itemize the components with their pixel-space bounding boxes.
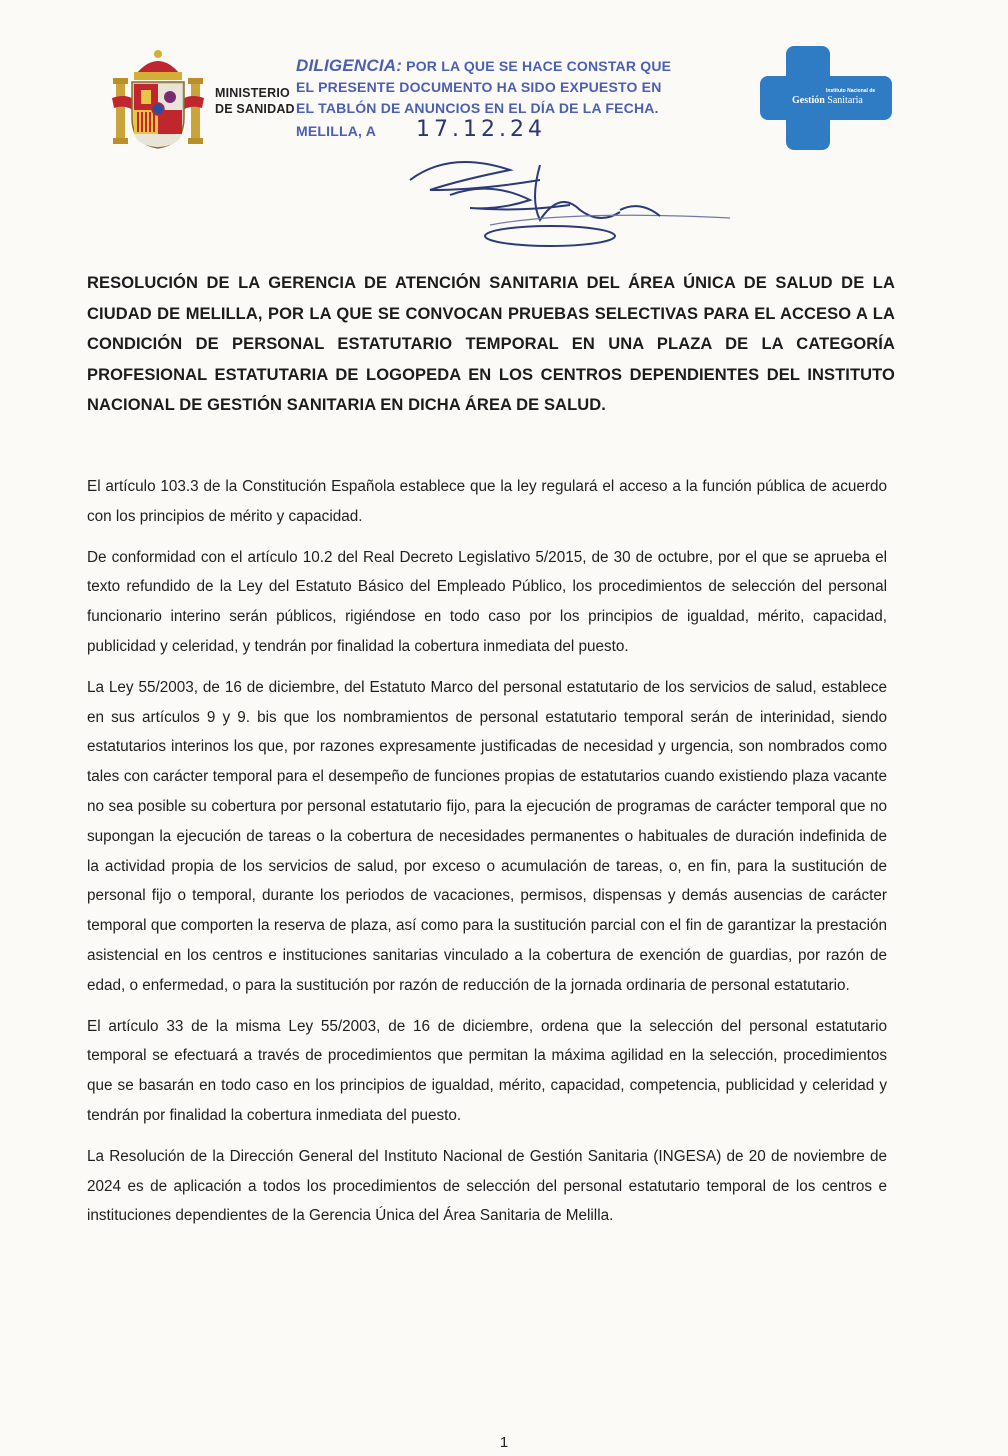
logo-text-bold: Gestión <box>792 95 825 106</box>
paragraph: El artículo 103.3 de la Constitución Española establece que la ley regulará el acceso a la función pública de acuerdo con los principios de mérito y capacidad. <box>87 478 887 525</box>
logo-text <box>792 95 863 106</box>
logo-subtitle: Instituto Nacional de <box>826 88 876 94</box>
stamp-line-4: MELILLA, A <box>296 123 377 139</box>
ministry-line-1: MINISTERIO <box>215 86 290 100</box>
document-body <box>87 472 887 1242</box>
page-number: 1 <box>499 1434 509 1451</box>
ministry-line-2: DE SANIDAD <box>215 102 295 116</box>
signature-icon <box>390 150 750 260</box>
stamp-line-3: EL TABLÓN DE ANUNCIOS EN EL DÍA DE LA FECHA. <box>296 100 659 116</box>
stamp-date: 17.12.24 <box>416 117 546 142</box>
stamp-heading: DILIGENCIA: <box>296 56 403 75</box>
paragraph: El artículo 33 de la misma Ley 55/2003, de 16 de diciembre, ordena que la selección del personal estatutario temporal se efectuará a través de procedimientos que permitan la máxima agilidad en la selección, procedimientos que se basarán en todo caso en los principios de igualdad, mérito, capacidad, competencia, publicidad y celeridad y tendrán por finalidad la cobertura inmediata del puesto. <box>87 1017 887 1124</box>
coat-of-arms-icon <box>112 48 204 150</box>
exposure-stamp <box>296 55 726 142</box>
stamp-line-2: EL PRESENTE DOCUMENTO HA SIDO EXPUESTO EN <box>296 79 662 95</box>
stamp-line-1: POR LA QUE SE HACE CONSTAR QUE <box>402 58 672 74</box>
document-title: RESOLUCIÓN DE LA GERENCIA DE ATENCIÓN SANITARIA DEL ÁREA ÚNICA DE SALUD DE LA CIUDAD DE MELILLA, POR LA QUE SE CONVOCAN PRUEBAS SELECTIVAS PARA EL ACCESO A LA CONDICIÓN DE PERSONAL ESTATUTARIO TEMPORAL EN UNA PLAZA DE LA CATEGORÍA PROFESIONAL ESTATUTARIA DE LOGOPEDA EN LOS CENTROS DEPENDIENTES DEL INSTITUTO NACIONAL DE GESTIÓN SANITARIA EN DICHA ÁREA DE SALUD. <box>87 274 895 414</box>
paragraph: La Ley 55/2003, de 16 de diciembre, del Estatuto Marco del personal estatutario de los servicios de salud, establece en sus artículos 9 y 9. bis que los nombramientos de personal estatutario temporal serán de interinidad, siendo estatutarios interinos los que, por razones expresamente justificadas de necesidad y urgencia, son nombrados como tales con carácter temporal para el desempeño de funciones propias de estatutarios cuando existiendo plaza vacante no sea posible su cobertura por personal estatutario fijo, para la ejecución de programas de carácter temporal que no supongan la ejecución de tareas o la cobertura de necesidades permanentes o habituales de duración indefinida de la actividad propia de los servicios de salud, por exceso o acumulación de tareas, o, en fin, para la sustitución de personal fijo o temporal, durante los periodos de vacaciones, permisos, dispensas y demás ausencias de carácter temporal que comporten la reserva de plaza, así como para la sustitución parcial con el fin de garantizar la prestación asistencial en los centros e instituciones sanitarias vinculado a la cobertura de exención de guardias, por razón de edad, o enfermedad, o para la sustitución por razón de reducción de la jornada ordinaria de personal estatutario. <box>87 678 887 994</box>
logo-text-rest: Sanitaria <box>827 95 863 106</box>
paragraph: La Resolución de la Dirección General del Instituto Nacional de Gestión Sanitaria (INGESA) de 20 de noviembre de 2024 es de aplicación a todos los procedimientos de selección del personal estatutario temporal de los centros e instituciones dependientes de la Gerencia Única del Área Sanitaria de Melilla. <box>87 1147 887 1225</box>
paragraph: De conformidad con el artículo 10.2 del Real Decreto Legislativo 5/2015, de 30 de octubre, por el que se aprueba el texto refundido de la Ley del Estatuto Básico del Empleado Público, los procedimientos de selección del personal funcionario interino serán públicos, rigiéndose en todo caso por los principios de igualdad, mérito, capacidad, publicidad y celeridad, y tendrán por finalidad la cobertura inmediata del puesto. <box>87 548 887 655</box>
ministry-name <box>215 85 295 117</box>
